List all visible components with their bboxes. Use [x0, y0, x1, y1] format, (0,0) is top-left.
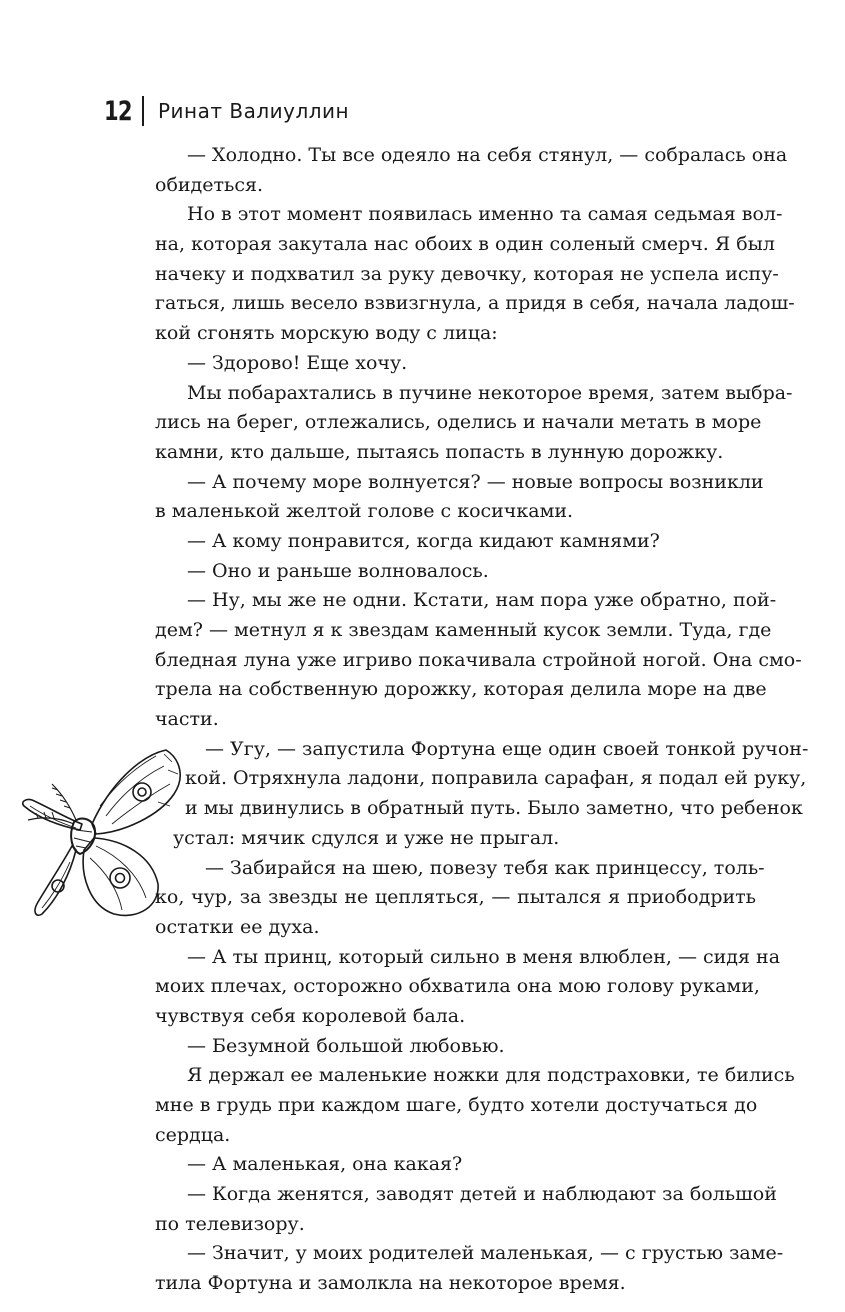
text-line: — А почему море волнуется? — новые вопросы возникли: [187, 470, 764, 493]
paragraph: [155, 141, 788, 200]
paragraph: [155, 1239, 784, 1298]
text-line: на, которая закутала нас обоих в один соленый смерч. Я был: [155, 233, 775, 256]
text-line: чувствуя себя королевой бала.: [155, 1004, 466, 1027]
text-line: камни, кто дальше, пытаясь попасть в лунную дорожку.: [155, 440, 724, 463]
page-number: 12: [104, 95, 132, 127]
text-line: в маленькой желтой голове с косичками.: [155, 500, 574, 523]
text-line: мне в грудь при каждом шаге, будто хотели достучаться до: [155, 1094, 758, 1116]
text-line: — Ну, мы же не одни. Кстати, нам пора уже обратно, пой-: [187, 589, 777, 612]
text-line: — Безумной большой любовью.: [187, 1034, 505, 1057]
text-line: Я держал ее маленькие ножки для подстраховки, те бились: [187, 1064, 795, 1087]
text-line: сердца.: [155, 1123, 231, 1146]
text-line: тила Фортуна и замолкла на некоторое время.: [155, 1272, 626, 1295]
text-line: и мы двинулись в обратный путь. Было заметно, что ребенок: [185, 797, 803, 820]
header-divider: [142, 96, 144, 126]
text-line: — А маленькая, она какая?: [187, 1153, 463, 1176]
text-line: Но в этот момент появилась именно та самая седьмая вол-: [187, 203, 783, 226]
text-line: — А кому понравится, когда кидают камнями?: [187, 529, 660, 552]
text-line: — Угу, — запустила Фортуна еще один своей тонкой ручон-: [205, 737, 809, 760]
running-header: [104, 92, 349, 130]
paragraph: [155, 468, 764, 527]
text-line: гаться, лишь весело взвизгнула, а придя в себя, начала ладош-: [155, 292, 795, 315]
paragraph: [155, 1061, 795, 1150]
text-line: по телевизору.: [155, 1212, 305, 1235]
text-line: части.: [155, 708, 219, 731]
paragraph: [155, 943, 781, 1032]
text-line: ко, чур, за звезды не цепляться, — пытался я приободрить: [155, 886, 756, 909]
text-line: — Холодно. Ты все одеяло на себя стянул, — собралась она: [187, 144, 788, 166]
text-line: моих плечах, осторожно обхватила она мою голову руками,: [155, 975, 760, 998]
text-line: Мы побарахтались в пучине некоторое время, затем выбра-: [187, 381, 793, 404]
paragraph: [155, 854, 765, 943]
paragraph: [155, 379, 793, 468]
paragraph: [155, 1032, 756, 1062]
paragraph: [155, 527, 756, 557]
paragraph: [155, 1180, 777, 1239]
text-line: — Значит, у моих родителей маленькая, — с грустью заме-: [187, 1242, 784, 1265]
text-line: — Оно и раньше волновалось.: [187, 559, 489, 582]
text-line: начеку и подхватил за руку девочку, которая не успела испу-: [155, 262, 779, 285]
text-line: устал: мячик сдулся и уже не прыгал.: [173, 826, 560, 849]
text-line: обидеться.: [155, 173, 264, 196]
text-line: трела на собственную дорожку, которая делила море на две: [155, 678, 767, 701]
text-line: лись на берег, отлежались, оделись и начали метать в море: [155, 411, 762, 434]
paragraph: [155, 349, 756, 379]
body-text: [155, 141, 809, 1299]
paragraph: [155, 1150, 756, 1180]
text-line: бледная луна уже игриво покачивала стройной ногой. Она смо-: [155, 648, 802, 671]
paragraph: [155, 735, 809, 854]
text-line: — Забирайся на шею, повезу тебя как принцессу, толь-: [205, 856, 765, 879]
text-line: кой сгонять морскую воду с лица:: [155, 322, 498, 345]
paragraph: [155, 200, 795, 348]
text-line: кой. Отряхнула ладони, поправила сарафан, я подал ей руку,: [185, 767, 807, 790]
paragraph: [155, 586, 802, 734]
text-line: — А ты принц, который сильно в меня влюблен, — сидя на: [187, 945, 781, 968]
text-line: — Здорово! Еще хочу.: [187, 351, 408, 374]
paragraph: [155, 557, 756, 587]
author-name: Ринат Валиуллин: [158, 99, 350, 123]
text-line: остатки ее духа.: [155, 915, 320, 938]
text-line: — Когда женятся, заводят детей и наблюдают за большой: [187, 1183, 777, 1206]
text-line: дем? — метнул я к звездам каменный кусок земли. Туда, где: [155, 619, 772, 641]
